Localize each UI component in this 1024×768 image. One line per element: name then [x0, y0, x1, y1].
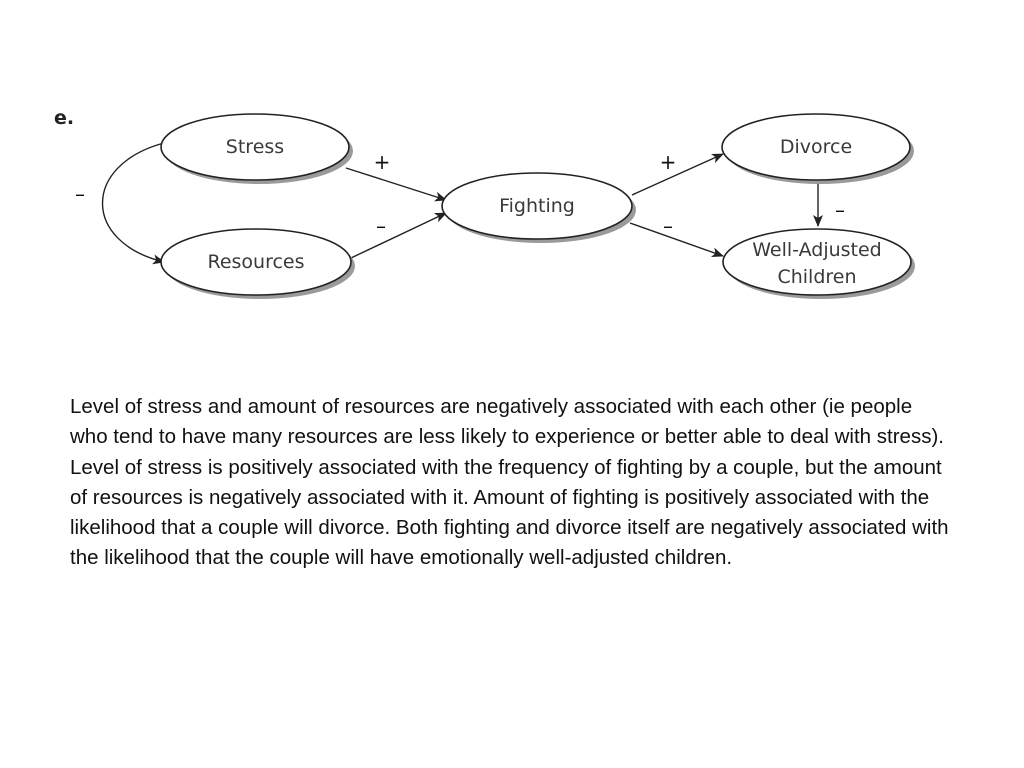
- node-stress-label: Stress: [225, 136, 285, 158]
- causal-path-diagram: [0, 0, 1024, 360]
- sign-divorce-children: –: [835, 198, 845, 222]
- edge-resources-fighting: [351, 213, 446, 258]
- sign-fighting-children: –: [663, 214, 673, 238]
- node-well-adjusted-children: [723, 229, 915, 299]
- edge-stress-fighting: [346, 168, 446, 200]
- node-fighting: [442, 173, 636, 243]
- sign-stress-fighting: +: [373, 150, 391, 174]
- edge-fighting-divorce: [632, 154, 723, 195]
- node-children-label-line2: Children: [777, 266, 857, 288]
- node-children-label-line1: Well-Adjusted: [752, 239, 882, 261]
- node-divorce-label: Divorce: [779, 136, 853, 158]
- panel-label: e.: [54, 107, 75, 129]
- sign-stress-resources: –: [75, 182, 85, 206]
- node-resources: [161, 229, 355, 299]
- sign-resources-fighting: –: [376, 214, 386, 238]
- caption-paragraph: Level of stress and amount of resources are negatively associated with each other (ie people who tend to have many resources are less likely to experience or better able to deal with stress). Level of stress is positively associated with the frequency of fighting by a couple, but the amount of resources is negatively associated with it. Amount of fighting is positively associated with the likelihood that a couple will divorce. Both fighting and divorce itself are negatively associated with the likelihood that the couple will have emotionally well-adjusted children.: [70, 395, 949, 570]
- node-stress: [161, 114, 353, 184]
- node-resources-label: Resources: [207, 251, 305, 273]
- edge-stress-resources: [103, 143, 165, 262]
- sign-fighting-divorce: +: [659, 150, 677, 174]
- node-divorce: [722, 114, 914, 184]
- node-fighting-label: Fighting: [499, 195, 575, 217]
- edge-fighting-children: [630, 223, 723, 256]
